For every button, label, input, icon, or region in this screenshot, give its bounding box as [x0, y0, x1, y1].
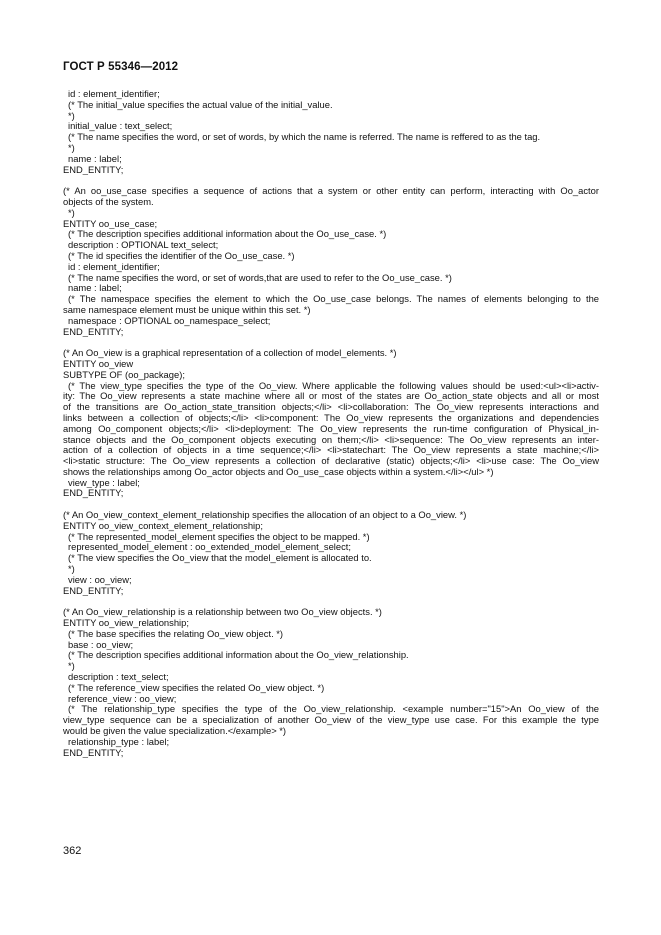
- code-line: END_ENTITY;: [63, 326, 124, 337]
- code-line: ENTITY oo_view_relationship;: [63, 618, 189, 629]
- code-line: name : label;: [68, 153, 122, 164]
- code-line: namespace : OPTIONAL oo_namespace_select;: [68, 315, 271, 326]
- code-line: reference_view : oo_view;: [68, 693, 177, 704]
- code-line: ENTITY oo_view: [63, 358, 134, 369]
- document-header: ГОСТ Р 55346—2012: [63, 61, 179, 73]
- page-number: 362: [63, 845, 82, 857]
- code-line: (* The reference_view specifies the related Oo_view object. *): [68, 682, 325, 693]
- code-line: (* The represented_model_element specifies the object to be mapped. *): [68, 531, 370, 542]
- code-line: among Oo_component objects;</li> <li>deployment: The Oo_view represents the run-time configuration of Physical_in-: [63, 423, 599, 434]
- code-line: view_type : label;: [68, 477, 140, 488]
- code-line: base : oo_view;: [68, 639, 134, 650]
- code-line: *): [68, 564, 75, 575]
- code-line: (* The description specifies additional information about the Oo_view_relationship.: [68, 650, 409, 661]
- code-line: *): [68, 110, 75, 121]
- code-line: (* An Oo_view_relationship is a relationship between two Oo_view objects. *): [63, 607, 382, 618]
- blank-line: [63, 337, 599, 348]
- code-line: (* The view specifies the Oo_view that the model_element is allocated to.: [68, 553, 372, 564]
- code-line: *): [68, 661, 75, 672]
- code-line: ity: The Oo_view represents a state machine where all or most of the states are Oo_action_state objects and all or most: [63, 391, 599, 402]
- code-line: *): [68, 207, 75, 218]
- code-line: objects of the system.: [63, 196, 154, 207]
- code-line: links between a collection of objects;</li> <li>component: The Oo_view represents the organizations and dependencies: [63, 412, 599, 423]
- code-line: (* The initial_value specifies the actual value of the initial_value.: [68, 99, 333, 110]
- code-line: (* The description specifies additional information about the Oo_use_case. *): [68, 229, 387, 240]
- blank-line: [63, 175, 599, 186]
- express-code-listing: [63, 89, 599, 758]
- code-line: END_ENTITY;: [63, 585, 124, 596]
- code-line: (* An Oo_view_context_element_relationship specifies the allocation of an object to a Oo_view. *): [63, 510, 467, 521]
- code-line: (* The view_type specifies the type of the Oo_view. Where applicable the following values should be used:<ul><li>activ-: [68, 380, 599, 391]
- code-line: ENTITY oo_view_context_element_relationship;: [63, 520, 263, 531]
- code-line: initial_value : text_select;: [68, 121, 173, 132]
- code-line: (* The base specifies the relating Oo_view object. *): [68, 628, 284, 639]
- code-line: action of a collection of objects in a time sequence;</li> <li>statechart: The Oo_view represents a state machine;</li>: [63, 445, 599, 456]
- code-line: (* The name specifies the word, or set of words, by which the name is referred. The name is reffered to as the tag.: [68, 132, 541, 143]
- code-line: ENTITY oo_use_case;: [63, 218, 158, 229]
- blank-line: [63, 499, 599, 510]
- code-line: (* The id specifies the identifier of the Oo_use_case. *): [68, 250, 295, 261]
- code-line: END_ENTITY;: [63, 164, 124, 175]
- code-line: description : text_select;: [68, 672, 169, 683]
- code-line: (* The namespace specifies the element to which the Oo_use_case belongs. The names of elements belonging to the: [68, 294, 599, 305]
- code-line: view_type sequence can be a specialization of another Oo_view of the view_type use case. For this example the type: [63, 715, 599, 726]
- code-line: *): [68, 142, 75, 153]
- code-line: id : element_identifier;: [68, 89, 160, 99]
- code-line: (* An oo_use_case specifies a sequence of actions that a system or other entity can perform, interacting with Oo_actor: [63, 186, 599, 197]
- code-line: name : label;: [68, 283, 122, 294]
- code-line: END_ENTITY;: [63, 747, 124, 758]
- code-line: (* The name specifies the word, or set of words,that are used to refer to the Oo_use_case. *): [68, 272, 452, 283]
- code-line: stance objects and the Oo_component objects executing on them;</li> <li>sequence: The Oo_view represents an inter-: [63, 434, 599, 445]
- code-line: <li>static structure: The Oo_view represents a collection of declarative (static) objects;</li> <li>use case: The Oo_view: [63, 456, 599, 467]
- blank-line: [63, 596, 599, 607]
- code-line: represented_model_element : oo_extended_model_element_select;: [68, 542, 352, 553]
- code-line: description : OPTIONAL text_select;: [68, 240, 219, 251]
- code-line: (* The relationship_type specifies the type of the Oo_view_relationship. <example number="15">An Oo_view of the: [68, 704, 599, 715]
- code-line: id : element_identifier;: [68, 261, 160, 272]
- code-line: same namespace element must be unique within this set. *): [63, 304, 311, 315]
- code-line: relationship_type : label;: [68, 736, 170, 747]
- code-line: END_ENTITY;: [63, 488, 124, 499]
- code-line: SUBTYPE OF (oo_package);: [63, 369, 185, 380]
- code-line: of the transitions are Oo_action_state_transition objects;</li> <li>collaboration: The Oo_view represents interactions and: [63, 402, 599, 413]
- code-line: view : oo_view;: [68, 574, 132, 585]
- code-line: shows the relationships among Oo_actor objects and Oo_use_case objects within a system.</li></ul> *): [63, 466, 494, 477]
- code-line: (* An Oo_view is a graphical representation of a collection of model_elements. *): [63, 348, 397, 359]
- code-line: would be given the value specialization.</example> *): [63, 726, 287, 737]
